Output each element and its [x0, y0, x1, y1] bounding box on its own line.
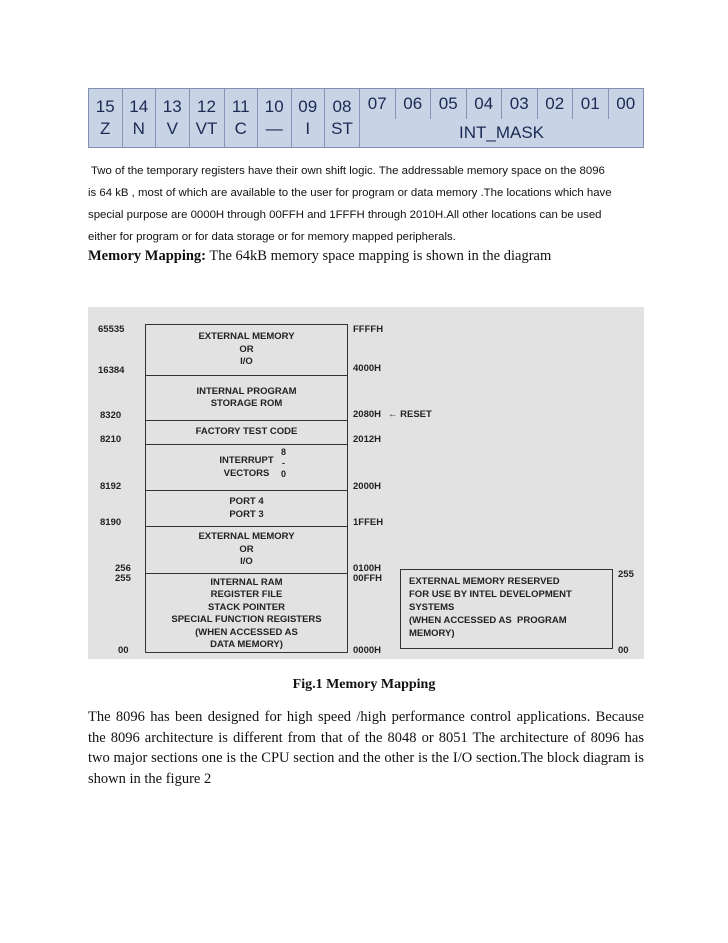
- decimal-address: 255: [115, 573, 131, 584]
- mask-bit: 01: [572, 89, 608, 119]
- mask-bit: 06: [395, 89, 431, 119]
- mask-bit: 02: [537, 89, 573, 119]
- region-internal-ram: INTERNAL RAM REGISTER FILE STACK POINTER SPECIAL FUNCTION REGISTERS (WHEN ACCESSED AS DATA MEMORY): [171, 576, 322, 650]
- bit-13: 13 V: [156, 89, 190, 147]
- mask-bit: 07: [367, 94, 387, 113]
- int-mask-label: INT_MASK: [458, 123, 545, 142]
- bit-08: 08 ST: [325, 89, 360, 147]
- reserved-top-address: 255: [618, 569, 634, 580]
- decimal-address: 16384: [98, 365, 125, 376]
- region-external-memory-high: EXTERNAL MEMORY OR I/O: [146, 325, 347, 376]
- reserved-bottom-address: 00: [618, 645, 629, 656]
- hex-address: FFFFH: [353, 324, 384, 335]
- text-line: either for program or for data storage or for memory mapped peripherals.: [88, 231, 456, 243]
- hex-address: 0100H: [353, 563, 381, 574]
- hex-address: 1FFEH: [353, 517, 384, 528]
- hex-address: 00FFH: [353, 573, 383, 584]
- memory-mapping-intro: [88, 248, 551, 265]
- decimal-address: 65535: [98, 324, 125, 335]
- bit-12: 12 VT: [190, 89, 225, 147]
- region-internal-rom: INTERNAL PROGRAM STORAGE ROM: [146, 376, 347, 421]
- bit-11: 11 C: [225, 89, 259, 147]
- intro-paragraph: [88, 160, 648, 248]
- figure-caption: Fig.1 Memory Mapping: [292, 677, 436, 692]
- memory-column: [145, 324, 348, 653]
- region-external-memory-low: EXTERNAL MEMORY OR I/O: [146, 527, 347, 574]
- hex-address: 0000H: [353, 645, 381, 656]
- decimal-address: 00: [118, 645, 129, 656]
- int-mask-group: [360, 89, 643, 147]
- decimal-address: 8210: [100, 434, 122, 445]
- mask-bit: 05: [430, 89, 466, 119]
- bit-10: 10 —: [258, 89, 292, 147]
- architecture-paragraph: The 8096 has been designed for high speed /high performance control applications. Because the 8096 architecture is different from that of the 8048 or 8051 The architecture of 8096 has two major sections one is the CPU section and the other is the I/O section.The block diagram is shown in the figure 2: [88, 709, 644, 787]
- memory-map-figure: [88, 307, 644, 659]
- bit-09: 09 I: [292, 89, 326, 147]
- text-line: Two of the temporary registers have their own shift logic. The addressable memory space on the 8096: [88, 165, 605, 177]
- bit-14: 14 N: [123, 89, 157, 147]
- vector-range: 8 - 0: [281, 447, 287, 479]
- decimal-address: 256: [115, 563, 131, 574]
- region-factory-test-code: FACTORY TEST CODE: [146, 421, 347, 445]
- text-line: is 64 kB , most of which are available to the user for program or data memory .The locations which have: [88, 187, 612, 199]
- hex-address: 2012H: [353, 434, 381, 445]
- reset-label: ← RESET: [388, 409, 432, 420]
- psw-register-figure: [88, 88, 644, 148]
- decimal-address: 8192: [100, 481, 122, 492]
- decimal-address: 8190: [100, 517, 122, 528]
- decimal-address: 8320: [100, 410, 122, 421]
- reserved-memory-box: EXTERNAL MEMORY RESERVED FOR USE BY INTEL DEVELOPMENT SYSTEMS (WHEN ACCESSED AS PROGRAM MEMORY): [400, 569, 613, 649]
- bit-15: 15 Z: [89, 89, 123, 147]
- mask-bit: 03: [501, 89, 537, 119]
- hex-address: 2000H: [353, 481, 381, 492]
- region-ports: PORT 4 PORT 3: [146, 491, 347, 527]
- hex-address: 4000H: [353, 363, 381, 374]
- text-line: special purpose are 0000H through 00FFH and 1FFFH through 2010H.All other locations can be used: [88, 209, 602, 221]
- mask-bit: 04: [466, 89, 502, 119]
- hex-address: 2080H: [353, 409, 381, 420]
- region-interrupt-vectors: INTERRUPT VECTORS: [146, 445, 347, 491]
- section-text: The 64kB memory space mapping is shown in the diagram: [206, 248, 552, 264]
- section-heading: Memory Mapping:: [88, 248, 206, 264]
- mask-bit: 00: [608, 89, 644, 119]
